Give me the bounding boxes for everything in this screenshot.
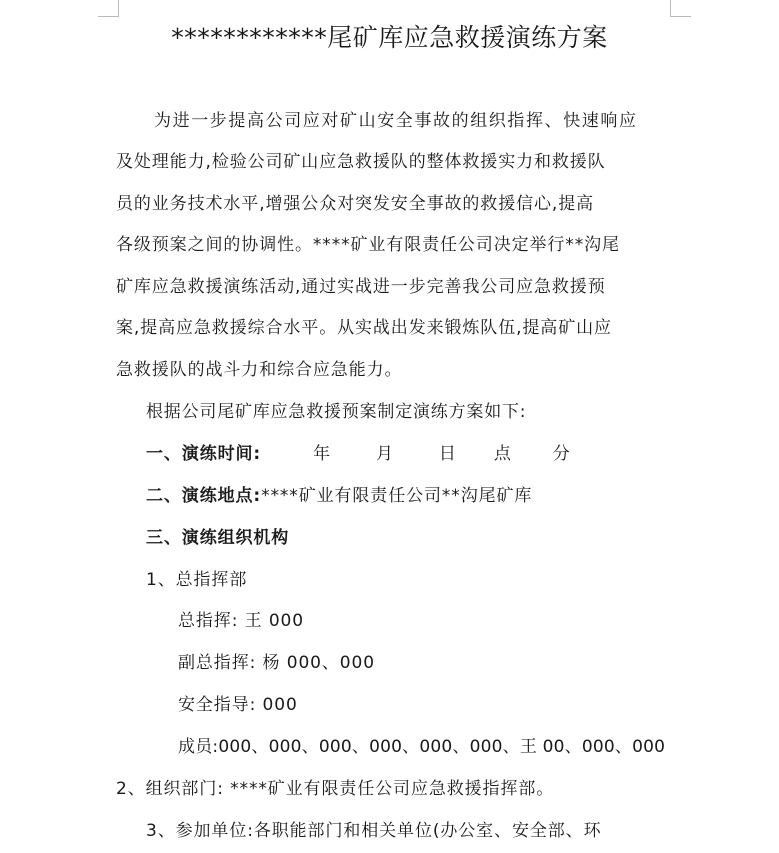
participating-units: 3、参加单位:各职能部门和相关单位(办公室、安全部、环 <box>146 821 602 841</box>
section-org-heading: 三、演练组织机构 <box>146 528 290 548</box>
drill-time-minute: 分 <box>552 444 571 464</box>
drill-location-value: ****矿业有限责任公司**沟尾矿库 <box>261 486 533 506</box>
drill-time-label: 一、演练时间: <box>146 444 262 464</box>
drill-time-day: 日 <box>438 444 457 464</box>
document-title: ************尾矿库应急救援演练方案 <box>171 23 608 52</box>
intro-line-3: 员的业务技术水平,增强公众对突发安全事故的救援信心,提高 <box>116 194 595 214</box>
intro-line-7: 急救援队的战斗力和综合应急能力。 <box>116 360 403 380</box>
hq-members: 成员:000、000、000、000、000、000、王 00、000、000 <box>178 737 666 757</box>
hq-heading: 1、总指挥部 <box>146 570 248 590</box>
drill-location-row <box>116 484 706 508</box>
intro-line-6: 案,提高应急救援综合水平。从实战出发来锻炼队伍,提高矿山应 <box>116 318 612 338</box>
basis-line: 根据公司尾矿库应急救援预案制定演练方案如下: <box>146 402 527 422</box>
drill-location-label: 二、演练地点: <box>146 486 262 506</box>
drill-time-year: 年 <box>313 444 332 464</box>
intro-line-1: 为进一步提高公司应对矿山安全事故的组织指挥、快速响应 <box>154 111 638 131</box>
hq-commander: 总指挥: 王 000 <box>178 611 304 631</box>
page-corner-mark-left <box>98 0 119 17</box>
drill-time-month: 月 <box>376 444 394 464</box>
intro-line-5: 矿库应急救援演练活动,通过实战进一步完善我公司应急救援预 <box>116 277 606 297</box>
hq-deputy-commander: 副总指挥: 杨 000、000 <box>178 653 375 673</box>
drill-time-hour: 点 <box>493 444 512 464</box>
organizing-department: 2、组织部门: ****矿业有限责任公司应急救援指挥部。 <box>116 779 555 799</box>
page-corner-mark-right <box>670 0 691 17</box>
drill-time-row <box>116 442 706 466</box>
intro-line-4: 各级预案之间的协调性。****矿业有限责任公司决定举行**沟尾 <box>116 235 620 255</box>
hq-safety-guide: 安全指导: 000 <box>178 695 298 715</box>
intro-line-2: 及处理能力,检验公司矿山应急救援队的整体救援实力和救援队 <box>116 152 606 172</box>
